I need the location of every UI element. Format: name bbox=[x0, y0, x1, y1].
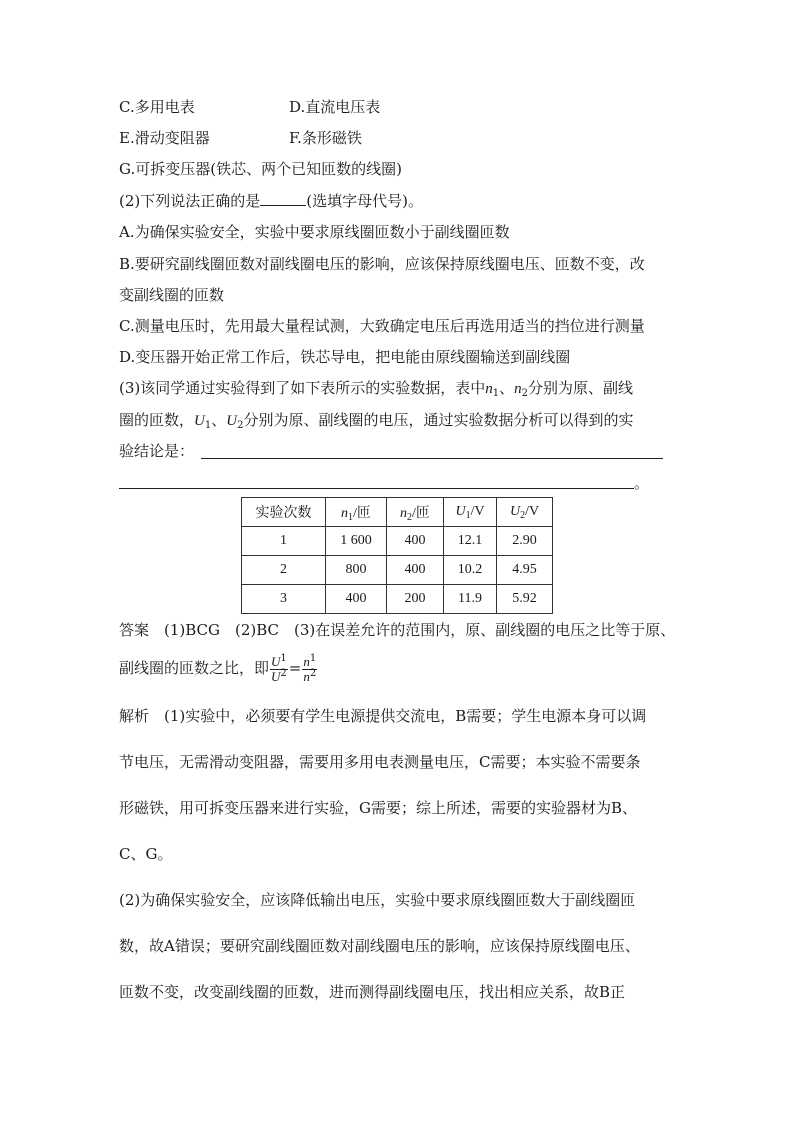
option-c: C.多用电表 bbox=[119, 98, 195, 116]
analysis-p1-line2: 节电压，无需滑动变阻器，需要用多用电表测量电压，C需要；本实验不需要条 bbox=[119, 753, 641, 771]
cell: 200 bbox=[387, 585, 444, 614]
cell: 2.90 bbox=[497, 527, 553, 556]
answer-line2: 副线圈的匝数之比，即 $\frac{U^1}{U^2}$ = $\frac{n^1}{n^2}$ bbox=[119, 652, 317, 684]
cell: 800 bbox=[326, 556, 387, 585]
symbol-u1: U bbox=[194, 413, 205, 429]
question-3-line2 bbox=[119, 410, 633, 431]
u: U bbox=[271, 668, 281, 684]
analysis-p2-line1: (2)为确保实验安全，应该降低输出电压，实验中要求原线圈匝数大于副线圈匝 bbox=[119, 891, 636, 909]
header-u2 bbox=[497, 498, 553, 527]
analysis-p2-line2: 数，故A错误；要研究副线圈匝数对副线圈电压的影响，应该保持原线圈电压、 bbox=[119, 937, 640, 955]
option-g: G.可拆变压器(铁芯、两个已知匝数的线圈) bbox=[119, 160, 402, 178]
sup-1: 1 bbox=[309, 652, 317, 664]
cell: 5.92 bbox=[497, 585, 553, 614]
unit: /V bbox=[525, 504, 540, 519]
question-3-end: 。 bbox=[634, 474, 650, 492]
sub-2: 2 bbox=[237, 420, 244, 431]
question-2-suffix: (选填字母代号)。 bbox=[306, 192, 423, 210]
analysis-p1-line3: 形磁铁，用可拆变压器来进行实验，G需要；综上所述，需要的实验器材为B、 bbox=[119, 799, 638, 817]
unit: /匝 bbox=[353, 506, 371, 521]
q3-text-a: (3)该同学通过实验得到了如下表所示的实验数据，表中 bbox=[119, 379, 486, 397]
symbol-u2: U bbox=[226, 413, 238, 429]
sub-2: 2 bbox=[521, 388, 529, 399]
cell: 400 bbox=[326, 585, 387, 614]
u: U bbox=[271, 653, 281, 669]
cell: 11.9 bbox=[444, 585, 497, 614]
question-2-stem bbox=[119, 190, 423, 211]
symbol-n: n bbox=[400, 506, 408, 521]
q2-option-a: A.为确保实验安全，实验中要求原线圈匝数小于副线圈匝数 bbox=[119, 223, 510, 241]
q2-option-d: D.变压器开始正常工作后，铁芯导电，把电能由原线圈输送到副线圈 bbox=[119, 348, 571, 366]
option-e-f-line bbox=[119, 128, 362, 148]
symbol-u: U bbox=[455, 504, 466, 519]
header-trial: 实验次数 bbox=[242, 498, 326, 527]
sub-1: 1 bbox=[348, 512, 354, 523]
question-3-line1 bbox=[119, 378, 633, 399]
sub-2: 2 bbox=[520, 510, 526, 521]
cell: 1 bbox=[242, 527, 326, 556]
symbol-n1: n bbox=[485, 381, 493, 397]
question-2-prefix: (2)下列说法正确的是 bbox=[119, 192, 261, 210]
option-c-d-line bbox=[119, 97, 381, 117]
sub-2: 2 bbox=[407, 512, 413, 523]
answer-underline-2 bbox=[119, 488, 634, 489]
answer-blank bbox=[260, 190, 306, 206]
unit: /V bbox=[470, 504, 485, 519]
option-f: F.条形磁铁 bbox=[289, 129, 362, 147]
cell: 1 600 bbox=[326, 527, 387, 556]
cell: 2 bbox=[242, 556, 326, 585]
q3-text-d: 分别为原、副线圈的电压，通过实验数据分析可以得到的实 bbox=[243, 411, 634, 429]
symbol-n: n bbox=[341, 506, 349, 521]
cell: 12.1 bbox=[444, 527, 497, 556]
header-n1 bbox=[326, 498, 387, 527]
experiment-data-table bbox=[241, 497, 553, 614]
q3-text-b: 分别为原、副线 bbox=[528, 379, 634, 397]
answer-text: 副线圈的匝数之比，即 bbox=[119, 659, 270, 677]
q2-option-b-line2: 变副线圈的匝数 bbox=[119, 286, 225, 304]
n: n bbox=[303, 668, 310, 684]
cell: 4.95 bbox=[497, 556, 553, 585]
q2-option-b-line1: B.要研究副线圈匝数对副线圈电压的影响，应该保持原线圈电压、匝数不变，改 bbox=[119, 255, 645, 273]
analysis-p1-line4: C、G。 bbox=[119, 845, 173, 863]
q2-option-c: C.测量电压时，先用最大量程试测，大致确定电压后再选用适当的挡位进行测量 bbox=[119, 317, 645, 335]
cell: 10.2 bbox=[444, 556, 497, 585]
question-3-line3: 验结论是： bbox=[119, 442, 195, 460]
analysis-p2-line3: 匝数不变，改变副线圈的匝数，进而测得副线圈电压，找出相应关系，故B正 bbox=[119, 983, 626, 1001]
sup-2: 2 bbox=[309, 667, 317, 679]
fraction-n bbox=[302, 652, 317, 684]
symbol-n2: n bbox=[514, 381, 522, 397]
table-row bbox=[242, 585, 553, 614]
table-row bbox=[242, 556, 553, 585]
answer-line1: 答案 (1)BCG (2)BC (3)在误差允许的范围内，原、副线圈的电压之比等于原、 bbox=[119, 621, 676, 639]
table-row bbox=[242, 527, 553, 556]
answer-underline-1 bbox=[201, 458, 663, 459]
symbol-u: U bbox=[509, 504, 521, 519]
fraction-u bbox=[270, 652, 288, 684]
sep: 、 bbox=[499, 379, 515, 397]
sep: 、 bbox=[211, 411, 227, 429]
q3-text-c: 圈的匝数， bbox=[119, 411, 195, 429]
unit: /匝 bbox=[412, 506, 430, 521]
option-e: E.滑动变阻器 bbox=[119, 129, 210, 147]
sup-1: 1 bbox=[280, 652, 287, 664]
sup-2: 2 bbox=[280, 667, 287, 679]
cell: 400 bbox=[387, 527, 444, 556]
header-u1 bbox=[444, 498, 497, 527]
sub-1: 1 bbox=[204, 420, 212, 431]
table-header-row bbox=[242, 498, 553, 527]
cell: 3 bbox=[242, 585, 326, 614]
option-d: D.直流电压表 bbox=[289, 98, 381, 116]
analysis-p1-line1: 解析 (1)实验中，必须要有学生电源提供交流电，B需要；学生电源本身可以调 bbox=[119, 707, 647, 725]
header-n2 bbox=[387, 498, 444, 527]
cell: 400 bbox=[387, 556, 444, 585]
n: n bbox=[303, 653, 310, 669]
sub-1: 1 bbox=[465, 510, 471, 521]
sub-1: 1 bbox=[492, 388, 500, 399]
